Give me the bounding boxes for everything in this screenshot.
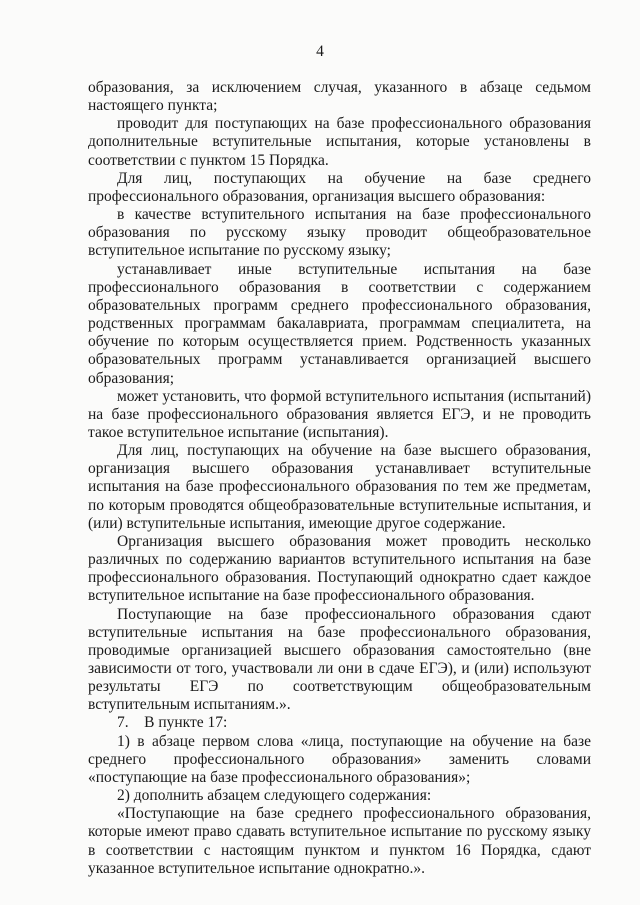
paragraph: Для лиц, поступающих на обучение на базе высшего образования, организация высшего образования устанавливает вступительные испытания на базе профессионального образования по тем же предметам, по которым проводятся общеобразовательные вступительные испытания, и (или) вступительные испытания, имеющие другое содержание.: [88, 442, 591, 532]
quoted-paragraph: «Поступающие на базе среднего профессионального образования, которые имеют право сдавать вступительное испытание по русскому языку в соответствии с настоящим пунктом и пунктом 16 Порядка, сдают указанное вступительное испытание однократно.».: [88, 805, 591, 877]
paragraph: устанавливает иные вступительные испытания на базе профессионального образования в соответствии с содержанием образовательных программ среднего профессионального образования, родственных программам бакалавриата, программам специалитета, на обучение по которым осуществляется прием. Родственность указанных образовательных программ устанавливается организацией высшего образования;: [88, 260, 591, 387]
paragraph: образования, за исключением случая, указанного в абзаце седьмом настоящего пункта;: [88, 79, 591, 115]
paragraph: в качестве вступительного испытания на базе профессионального образования по русскому языку проводит общеобразовательное вступительное испытание по русскому языку;: [88, 206, 591, 260]
list-item: 2) дополнить абзацем следующего содержания:: [117, 787, 432, 805]
paragraph: может установить, что формой вступительного испытания (испытаний) на базе профессионального образования является ЕГЭ, и не проводить такое вступительное испытание (испытания).: [88, 387, 591, 441]
paragraph: Организация высшего образования может проводить несколько различных по содержанию вариантов вступительного испытания на базе профессионального образования. Поступающий однократно сдает каждое вступительное испытание на базе профессионального образования.: [88, 532, 591, 605]
page-number: 4: [316, 43, 324, 60]
paragraph: Для лиц, поступающих на обучение на базе среднего профессионального образования, организация высшего образования:: [88, 169, 591, 205]
paragraph: Поступающие на базе профессионального образования сдают вступительные испытания на базе профессионального образования, проводимые организацией высшего образования самостоятельно (вне зависимости от того, участвовали ли они в сдаче ЕГЭ), и (или) используют результаты ЕГЭ по соответствующим общеобразовательным вступительным испытаниям.».: [88, 605, 591, 714]
paragraph: проводит для поступающих на базе профессионального образования дополнительные вступительные испытания, которые установлены в соответствии с пунктом 15 Порядка.: [88, 115, 591, 169]
document-body: [88, 79, 591, 878]
list-item: 1) в абзаце первом слова «лица, поступающие на обучение на базе среднего профессионального образования» заменить словами «поступающие на базе профессионального образования»;: [88, 732, 591, 786]
list-item-heading: 7. В пункте 17:: [117, 714, 228, 732]
